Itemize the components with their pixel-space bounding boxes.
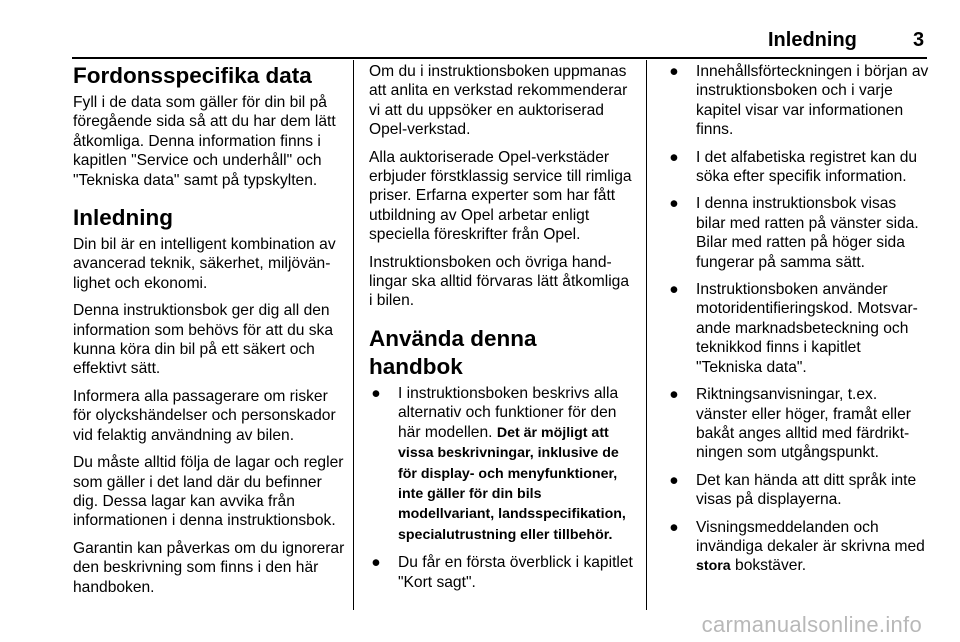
bullet-icon: ●	[669, 281, 679, 299]
header-title: Inledning	[768, 29, 857, 51]
paragraph: Garantin kan påverkas om du ignorerar den beskrivning som finns i den här handboken.	[73, 539, 345, 596]
bullet-icon: ●	[669, 195, 679, 213]
column-divider-1	[353, 60, 354, 610]
paragraph: Informera alla passagerare om risker för olyckshändelser och personskador vid felaktig användning av bilen.	[73, 387, 336, 444]
list-item-text: Innehållsförteckningen i början av instruktionsboken och i varje kapitel visar var informationen finns.	[696, 63, 929, 139]
section-heading-vehicle-data: Fordonsspecifika data	[73, 63, 312, 88]
section-heading-using-handbook: Använda denna handbok	[369, 325, 537, 379]
list-item-text: Du får en första överblick i kapitlet "Kort sagt".	[398, 554, 633, 591]
column-1	[73, 62, 345, 605]
list-item	[667, 471, 929, 510]
paragraph: Denna instruktionsbok ger dig all den information som behövs för att du ska kunna köra din bil på ett säkert och effektivt sätt.	[73, 302, 334, 378]
bullet-icon: ●	[669, 518, 679, 536]
bullet-icon: ●	[669, 148, 679, 166]
page-header	[0, 0, 960, 56]
paragraph: Du måste alltid följa de lagar och regler som gäller i det land där du befinner dig. Dessa lagar kan avvika från informationen i denna instruktionsbok.	[73, 454, 344, 530]
list-item-bold-text: stora	[696, 558, 731, 575]
bullet-icon: ●	[371, 554, 381, 572]
paragraph: Din bil är en intelligent kombination av avancerad teknik, säkerhet, miljövänlighet och ekonomi.	[73, 236, 336, 292]
bullet-icon: ●	[669, 471, 679, 489]
bullet-list	[667, 62, 929, 577]
bullet-icon: ●	[371, 384, 381, 402]
column-2	[369, 62, 633, 600]
list-item-text: Det kan hända att ditt språk inte visas på displayerna.	[696, 471, 917, 509]
page-number: 3	[913, 29, 925, 51]
paragraph: Om du i instruktionsboken uppmanas att anlita en verkstad rekommenderar vi att du uppsöker en auktoriserad Opel-verkstad.	[369, 63, 628, 139]
paragraph: Instruktionsboken och övriga handlingar ska alltid förvaras lätt åtkomliga i bilen.	[369, 253, 630, 310]
list-item-text: I instruktionsboken beskrivs alla alternativ och funktioner för den här modellen.	[398, 384, 619, 441]
bullet-list	[369, 384, 633, 592]
column-3	[667, 62, 929, 585]
list-item-text: bokstäver.	[730, 557, 807, 575]
bullet-icon: ●	[669, 386, 679, 404]
list-item	[667, 280, 929, 377]
paragraph: Alla auktoriserade Opel-verkstäder erbjuder förstklassig service till rimliga priser. Erfarna experter som har fått utbildning av Opel arbetar enligt speciella föreskrifter från Opel.	[369, 148, 632, 244]
list-item-text: Visningsmeddelanden och invändiga dekaler är skrivna med	[696, 518, 925, 555]
list-item	[667, 62, 929, 140]
list-item-text: Riktningsanvisningar, t.ex. vänster eller höger, framåt eller bakåt anges alltid med färdriktningen som utgångspunkt.	[696, 386, 911, 462]
column-divider-2	[646, 60, 647, 610]
watermark: carmanualsonline.info	[701, 612, 922, 637]
list-item	[667, 385, 929, 463]
bullet-icon: ●	[669, 63, 679, 80]
list-item-text: Instruktionsboken använder motoridentifieringskod. Motsvarande marknadsbeteckning och teknikkod finns i kapitlet "Tekniska data".	[696, 281, 918, 376]
list-item	[667, 194, 929, 272]
list-item	[369, 553, 633, 592]
header-rule	[72, 57, 927, 59]
list-item-text: I det alfabetiska registret kan du söka efter specifik information.	[696, 148, 918, 186]
list-item	[667, 518, 929, 577]
list-item	[667, 148, 929, 187]
section-heading-introduction: Inledning	[73, 205, 173, 231]
list-item-bold-text: Det är möjligt att vissa beskrivningar, inklusive de för display- och menyfunktioner, inte gäller för din bils modellvariant, landsspecifikation, specialutrustning eller tillbehör.	[398, 424, 626, 543]
list-item-text: I denna instruktionsbok visas bilar med ratten på vänster sida. Bilar med ratten på höger sida fungerar på samma sätt.	[696, 195, 919, 271]
list-item	[369, 384, 633, 545]
paragraph: Fyll i de data som gäller för din bil på föregående sida så att du har dem lätt åtkomliga. Denna information finns i kapitlen "Service och underhåll" och "Tekniska data" samt på typskylten.	[73, 94, 336, 189]
